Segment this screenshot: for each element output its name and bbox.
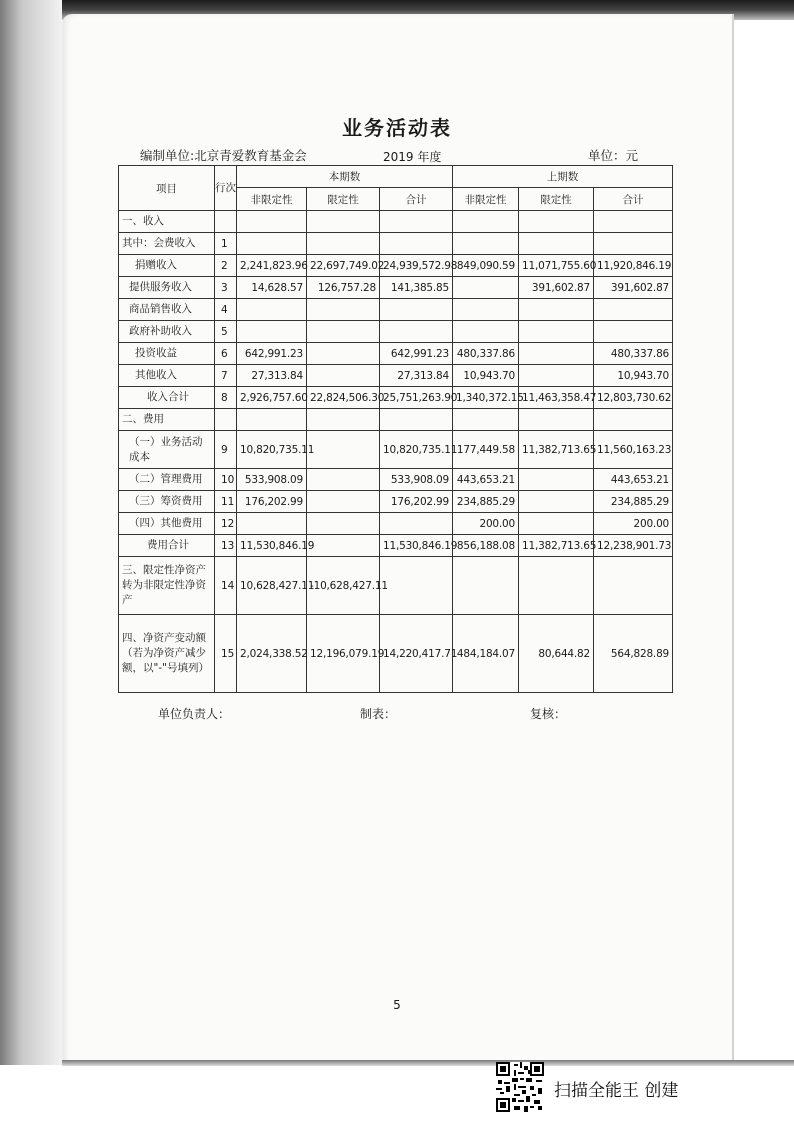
cell-previous-total: 200.00	[594, 513, 673, 535]
row-line-number: 4	[215, 299, 237, 321]
cell-current-unrestricted: 27,313.84	[237, 365, 307, 387]
cell-current-total	[380, 211, 453, 233]
cell-current-unrestricted	[237, 211, 307, 233]
header-previous-total: 合计	[594, 188, 673, 211]
table-row	[119, 255, 673, 277]
header-previous-period: 上期数	[453, 166, 673, 188]
report-title: 业务活动表	[342, 116, 452, 140]
cell-current-unrestricted	[237, 409, 307, 431]
table-row	[119, 365, 673, 387]
cell-previous-unrestricted	[453, 321, 519, 343]
row-item-label: 四、净资产变动额（若为净资产减少额，以"-"号填列）	[119, 615, 215, 693]
cell-current-unrestricted: 176,202.99	[237, 491, 307, 513]
cell-current-total	[380, 557, 453, 615]
cell-previous-restricted	[519, 557, 594, 615]
cell-current-unrestricted: 10,820,735.11	[237, 431, 307, 469]
table-row	[119, 469, 673, 491]
cell-current-total	[380, 321, 453, 343]
cell-previous-unrestricted	[453, 277, 519, 299]
cell-current-total: 27,313.84	[380, 365, 453, 387]
qr-code-icon	[496, 1062, 544, 1112]
cell-previous-total: 10,943.70	[594, 365, 673, 387]
cell-current-total	[380, 513, 453, 535]
row-item-label: 费用合计	[119, 535, 215, 557]
cell-current-restricted: 12,196,079.19	[307, 615, 380, 693]
row-line-number: 3	[215, 277, 237, 299]
row-item-label: 二、费用	[119, 409, 215, 431]
row-item-label: 投资收益	[119, 343, 215, 365]
row-line-number: 2	[215, 255, 237, 277]
cell-current-unrestricted: 14,628.57	[237, 277, 307, 299]
table-row	[119, 211, 673, 233]
cell-previous-unrestricted: 480,337.86	[453, 343, 519, 365]
row-line-number: 8	[215, 387, 237, 409]
cell-previous-restricted: 11,382,713.65	[519, 431, 594, 469]
cell-previous-unrestricted: 234,885.29	[453, 491, 519, 513]
row-item-label: 提供服务收入	[119, 277, 215, 299]
cell-current-unrestricted: 2,024,338.52	[237, 615, 307, 693]
cell-previous-total: 12,238,901.73	[594, 535, 673, 557]
cell-previous-restricted	[519, 343, 594, 365]
cell-previous-total: 234,885.29	[594, 491, 673, 513]
cell-current-total: 141,385.85	[380, 277, 453, 299]
table-row	[119, 277, 673, 299]
row-line-number: 15	[215, 615, 237, 693]
cell-previous-total	[594, 211, 673, 233]
row-item-label: 商品销售收入	[119, 299, 215, 321]
table-row	[119, 233, 673, 255]
organization-label: 编制单位:北京青爱教育基金会	[140, 148, 307, 163]
cell-previous-total: 443,653.21	[594, 469, 673, 491]
row-line-number: 10	[215, 469, 237, 491]
cell-current-restricted: -10,628,427.11	[307, 557, 380, 615]
cell-previous-restricted	[519, 491, 594, 513]
row-line-number: 12	[215, 513, 237, 535]
cell-previous-unrestricted: 856,188.08	[453, 535, 519, 557]
row-line-number: 13	[215, 535, 237, 557]
table-header-row	[119, 166, 673, 188]
cell-current-restricted	[307, 535, 380, 557]
page-number: 5	[393, 998, 401, 1012]
cell-previous-unrestricted: 10,943.70	[453, 365, 519, 387]
signature-reviewed: 复核：	[530, 707, 567, 721]
cell-current-total	[380, 299, 453, 321]
row-item-label: 三、限定性净资产转为非限定性净资产	[119, 557, 215, 615]
cell-previous-restricted	[519, 211, 594, 233]
cell-previous-restricted	[519, 469, 594, 491]
cell-current-restricted	[307, 321, 380, 343]
row-item-label: 政府补助收入	[119, 321, 215, 343]
cell-previous-unrestricted: 484,184.07	[453, 615, 519, 693]
row-line-number	[215, 409, 237, 431]
cell-current-restricted	[307, 409, 380, 431]
cell-current-restricted	[307, 233, 380, 255]
fiscal-year-label: 2019 年度	[383, 150, 442, 164]
cell-previous-total: 11,920,846.19	[594, 255, 673, 277]
row-item-label: 其中：会费收入	[119, 233, 215, 255]
signature-head: 单位负责人：	[158, 707, 231, 721]
row-line-number: 6	[215, 343, 237, 365]
cell-previous-restricted: 11,463,358.47	[519, 387, 594, 409]
row-line-number: 7	[215, 365, 237, 387]
cell-previous-restricted	[519, 409, 594, 431]
table-row	[119, 409, 673, 431]
cell-current-total: 533,908.09	[380, 469, 453, 491]
cell-current-restricted: 22,697,749.02	[307, 255, 380, 277]
cell-current-unrestricted: 642,991.23	[237, 343, 307, 365]
table-row	[119, 343, 673, 365]
cell-previous-total	[594, 321, 673, 343]
table-row	[119, 535, 673, 557]
table-row	[119, 431, 673, 469]
cell-previous-restricted	[519, 365, 594, 387]
currency-unit-label: 单位：元	[588, 148, 639, 163]
scanner-watermark	[496, 1062, 716, 1114]
cell-current-restricted	[307, 513, 380, 535]
table-row	[119, 615, 673, 693]
watermark-text: 扫描全能王 创建	[554, 1081, 679, 1101]
cell-current-restricted	[307, 299, 380, 321]
cell-previous-restricted	[519, 321, 594, 343]
cell-current-total	[380, 233, 453, 255]
cell-current-restricted	[307, 431, 380, 469]
table-row	[119, 491, 673, 513]
cell-current-restricted	[307, 343, 380, 365]
table-row	[119, 557, 673, 615]
header-previous-restricted: 限定性	[519, 188, 594, 211]
cell-previous-unrestricted	[453, 557, 519, 615]
cell-current-unrestricted: 533,908.09	[237, 469, 307, 491]
cell-current-unrestricted	[237, 299, 307, 321]
cell-current-unrestricted	[237, 233, 307, 255]
header-item: 项目	[119, 166, 215, 211]
row-line-number: 14	[215, 557, 237, 615]
table-row	[119, 321, 673, 343]
cell-current-restricted	[307, 211, 380, 233]
cell-previous-total	[594, 233, 673, 255]
row-line-number: 5	[215, 321, 237, 343]
cell-current-total: 25,751,263.90	[380, 387, 453, 409]
cell-current-unrestricted: 2,926,757.60	[237, 387, 307, 409]
cell-previous-total: 564,828.89	[594, 615, 673, 693]
row-item-label: （四）其他费用	[119, 513, 215, 535]
row-line-number: 9	[215, 431, 237, 469]
cell-previous-restricted	[519, 299, 594, 321]
cell-current-total: 10,820,735.11	[380, 431, 453, 469]
cell-current-total: 24,939,572.98	[380, 255, 453, 277]
cell-previous-total: 391,602.87	[594, 277, 673, 299]
cell-previous-restricted	[519, 513, 594, 535]
row-item-label: （二）管理费用	[119, 469, 215, 491]
header-current-total: 合计	[380, 188, 453, 211]
cell-previous-unrestricted: 443,653.21	[453, 469, 519, 491]
cell-current-restricted	[307, 491, 380, 513]
row-item-label: 一、收入	[119, 211, 215, 233]
cell-previous-restricted: 80,644.82	[519, 615, 594, 693]
cell-current-restricted	[307, 365, 380, 387]
cell-previous-unrestricted: 200.00	[453, 513, 519, 535]
cell-current-restricted: 126,757.28	[307, 277, 380, 299]
cell-current-unrestricted: 10,628,427.11	[237, 557, 307, 615]
header-line-no: 行次	[215, 166, 237, 211]
cell-current-total: 642,991.23	[380, 343, 453, 365]
cell-previous-unrestricted	[453, 233, 519, 255]
cell-current-unrestricted: 2,241,823.96	[237, 255, 307, 277]
signature-prepared: 制表：	[360, 707, 397, 721]
row-line-number	[215, 211, 237, 233]
cell-previous-restricted: 11,071,755.60	[519, 255, 594, 277]
cell-previous-total	[594, 409, 673, 431]
cell-current-total: 176,202.99	[380, 491, 453, 513]
cell-current-unrestricted	[237, 321, 307, 343]
cell-previous-restricted: 11,382,713.65	[519, 535, 594, 557]
table-row	[119, 299, 673, 321]
row-line-number: 11	[215, 491, 237, 513]
row-item-label: 其他收入	[119, 365, 215, 387]
cell-current-restricted	[307, 469, 380, 491]
cell-previous-unrestricted: 849,090.59	[453, 255, 519, 277]
cell-previous-total: 480,337.86	[594, 343, 673, 365]
cell-previous-unrestricted	[453, 299, 519, 321]
cell-current-restricted: 22,824,506.30	[307, 387, 380, 409]
header-current-restricted: 限定性	[307, 188, 380, 211]
row-item-label: 收入合计	[119, 387, 215, 409]
table-row	[119, 387, 673, 409]
cell-previous-unrestricted	[453, 211, 519, 233]
cell-current-total: 14,220,417.71	[380, 615, 453, 693]
header-current-period: 本期数	[237, 166, 453, 188]
scan-left-shadow	[0, 0, 62, 1065]
cell-previous-total	[594, 557, 673, 615]
cell-previous-total: 12,803,730.62	[594, 387, 673, 409]
cell-previous-unrestricted: 177,449.58	[453, 431, 519, 469]
cell-current-unrestricted: 11,530,846.19	[237, 535, 307, 557]
header-current-unrestricted: 非限定性	[237, 188, 307, 211]
cell-previous-total: 11,560,163.23	[594, 431, 673, 469]
cell-current-total: 11,530,846.19	[380, 535, 453, 557]
row-item-label: 捐赠收入	[119, 255, 215, 277]
cell-previous-total	[594, 299, 673, 321]
cell-previous-restricted: 391,602.87	[519, 277, 594, 299]
cell-previous-unrestricted	[453, 409, 519, 431]
table-row	[119, 513, 673, 535]
row-item-label: （一）业务活动成本	[119, 431, 215, 469]
business-activity-table	[118, 165, 673, 693]
row-line-number: 1	[215, 233, 237, 255]
cell-current-total	[380, 409, 453, 431]
cell-current-unrestricted	[237, 513, 307, 535]
cell-previous-unrestricted: 1,340,372.15	[453, 387, 519, 409]
cell-previous-restricted	[519, 233, 594, 255]
row-item-label: （三）筹资费用	[119, 491, 215, 513]
header-previous-unrestricted: 非限定性	[453, 188, 519, 211]
table-body	[119, 211, 673, 693]
